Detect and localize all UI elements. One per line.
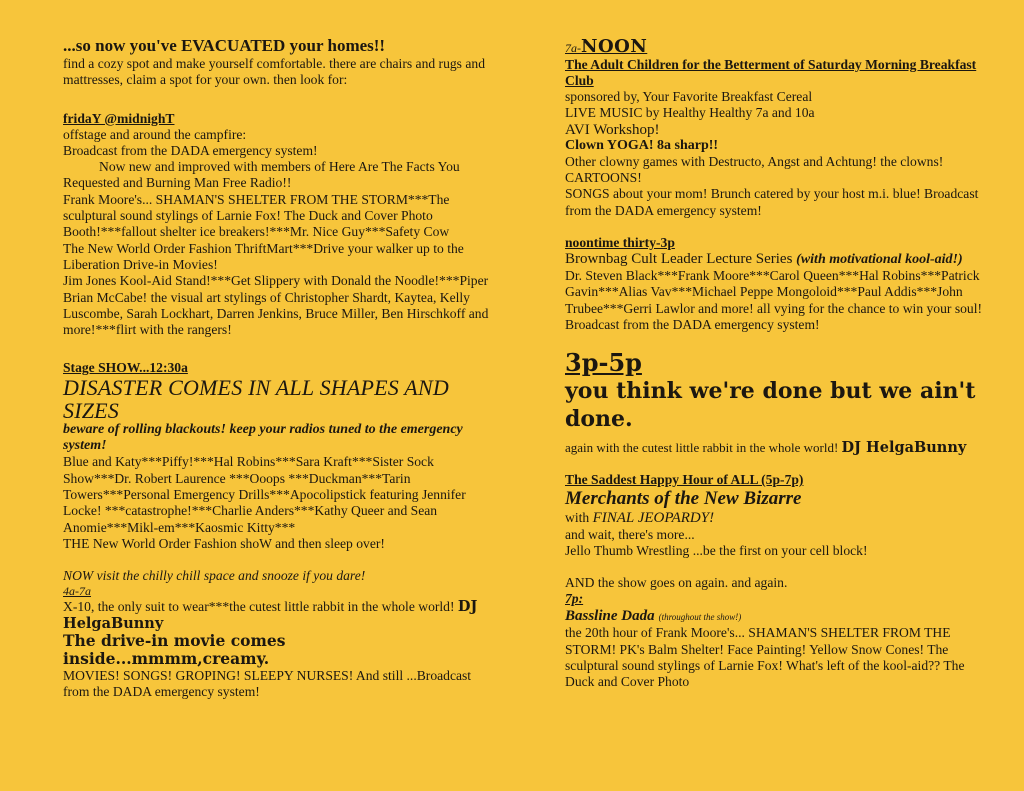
final-jeopardy-line (565, 510, 985, 526)
drive-in-movie: The drive-in movie comes inside...mmmm,creamy. (63, 630, 286, 668)
happy-hour-heading: The Saddest Happy Hour of ALL (5p-7p) (565, 472, 804, 488)
friday-midnight-heading: fridaY @midnighT (63, 110, 175, 126)
noon-heading (565, 36, 985, 57)
bassline-heading (565, 607, 985, 625)
blackout-warning: beware of rolling blackouts! keep your radios tuned to the emergency system! (63, 422, 463, 454)
time-7a: 7a- (565, 41, 581, 55)
again-text: again with the cutest little rabbit in the whole world! (565, 440, 839, 456)
intro-text: find a cozy spot and make yourself comfortable. there are chairs and rugs and mattresses, claim a spot for your own. then look for: (63, 56, 485, 88)
bassline-title: Bassline Dada (565, 608, 655, 625)
club-line: sponsored by, Your Favorite Breakfast Cereal (565, 89, 813, 104)
club-line: LIVE MUSIC by Healthy Healthy 7a and 10a (565, 105, 815, 121)
chill-space-note: NOW visit the chilly chill space and snooze if you dare! (63, 568, 366, 584)
friday-line: Jim Jones Kool-Aid Stand!***Get Slippery with Donald the Noodle!***Piper Brian McCabe! the visual art stylings of Christopher Shardt, Kaytea, Kelly Luscombe, Sarah Lockhart, Darren Jenkins, Bruce Miller, Ben Hirschkoff and more!***flirt with the rangers! (63, 273, 489, 338)
club-line: AVI Workshop! (565, 121, 660, 138)
stage-lineup: Blue and Katy***Piffy!***Hal Robins***Sara Kraft***Sister Sock Show***Dr. Robert Laurence ***Ooops ***Duckman***Tarin Towers***Personal Emergency Drills***Apocolipstick featuring Jennifer Locke! ***catastrophe!***Charlie Anders***Kathy Queer and Sean Anomie***Mikl-em***Kaosmic Kitty*** (63, 454, 466, 535)
x10-line (63, 599, 491, 632)
wait-line: and wait, there's more... (565, 526, 695, 542)
left-column (63, 36, 491, 700)
jello-line: Jello Thumb Wrestling ...be the first on your cell block! (565, 542, 868, 558)
lecture-broadcast: Broadcast from the DADA emergency system! (565, 316, 820, 332)
friday-line: The New World Order Fashion ThriftMart***Drive your walker up to the Liberation Drive-in Movies! (63, 240, 464, 272)
stage-end: THE New World Order Fashion shoW and then sleep over! (63, 535, 385, 551)
friday-line: Frank Moore's... SHAMAN'S SHELTER FROM THE STORM***The sculptural sound stylings of Larnie Fox! The Duck and Cover Photo Booth!***fallout shelter ice breakers!***Mr. Nice Guy***Safety Cow (63, 191, 450, 240)
time-7p: 7p: (565, 591, 584, 607)
time-3p-5p: 3p-5p (565, 348, 642, 378)
lecture-series-title: Brownbag Cult Leader Lecture Series (565, 251, 793, 268)
evacuated-heading: ...so now you've EVACUATED your homes!! (63, 36, 386, 55)
merchants-title: Merchants of the New Bizarre (565, 488, 802, 510)
friday-line: offstage and around the campfire: (63, 126, 247, 142)
lecture-series (565, 251, 985, 268)
noon-label: NOON (581, 36, 648, 57)
friday-line: Now new and improved with members of Here Are The Facts You Requested and Burning Man Free Radio!! (63, 159, 460, 191)
dj-helgabunny: DJ HelgaBunny (63, 598, 478, 632)
again-line (565, 439, 985, 456)
dj-helgabunny: DJ HelgaBunny (841, 439, 967, 457)
time-4a-7a: 4a-7a (63, 584, 91, 599)
stage-show-heading: Stage SHOW...12:30a (63, 360, 188, 376)
clown-yoga: Clown YOGA! 8a sharp!! (565, 137, 719, 153)
not-done-line: you think we're done but we ain't done. (565, 378, 976, 433)
bassline-note: (throughout the show!) (658, 612, 742, 623)
right-column (565, 36, 985, 691)
final-jeopardy: FINAL JEOPARDY! (592, 510, 715, 527)
club-line: SONGS about your mom! Brunch catered by your host m.i. blue! Broadcast from the DADA emergency system! (565, 186, 979, 218)
disaster-title: DISASTER COMES IN ALL SHAPES AND SIZES (63, 375, 449, 424)
friday-line: Broadcast from the DADA emergency system! (63, 142, 318, 158)
x10-text: X-10, the only suit to wear***the cutest little rabbit in the whole world! (63, 599, 455, 615)
bassline-body: the 20th hour of Frank Moore's... SHAMAN'S SHELTER FROM THE STORM! PK's Balm Shelter! Face Painting! Yellow Snow Cones! The sculptural sound stylings of Larnie Fox! What's left of the kool-aid?? The Duck and Cover Photo (565, 625, 965, 690)
lecture-lineup: Dr. Steven Black***Frank Moore***Carol Queen***Hal Robins***Patrick Gavin***Alias Vav***Michael Peppe Mongoloid***Paul Addis***John Trubee***Gerri Lawlor and more! all vying for the chance to win your soul! (565, 268, 983, 316)
breakfast-club-heading: The Adult Children for the Betterment of Saturday Morning Breakfast Club (565, 57, 977, 88)
club-line: Other clowny games with Destructo, Angst and Achtung! the clowns! CARTOONS! (565, 153, 944, 186)
show-goes-on: AND the show goes on again. and again. (565, 575, 788, 591)
lecture-series-note: (with motivational kool-aid!) (796, 252, 963, 268)
final-pre: with (565, 510, 590, 526)
noontime-heading: noontime thirty-3p (565, 235, 675, 251)
movies-line: MOVIES! SONGS! GROPING! SLEEPY NURSES! And still ...Broadcast from the DADA emergency system! (63, 667, 472, 700)
